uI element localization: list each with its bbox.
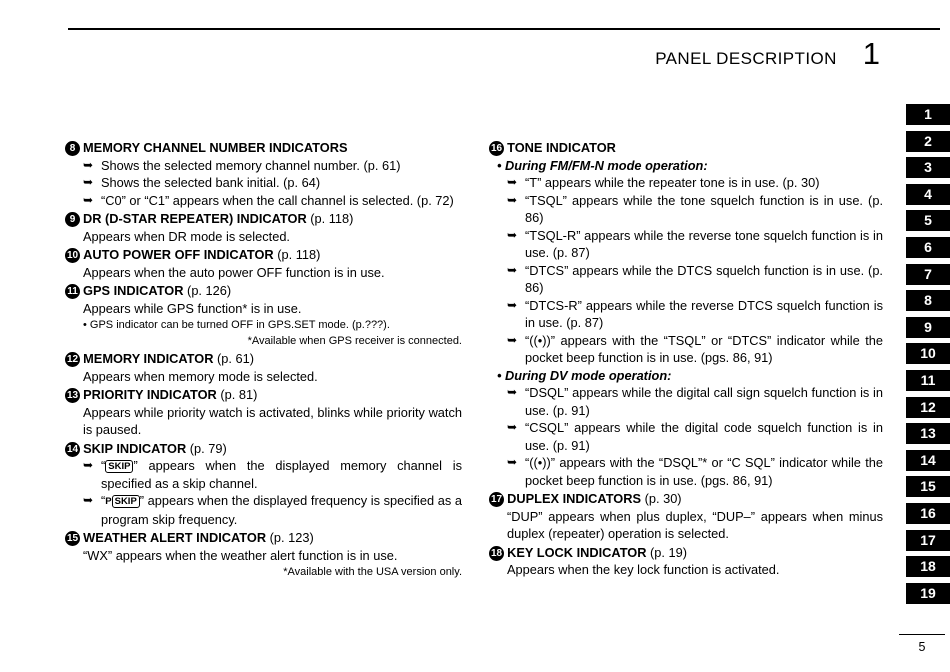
side-tab-2: 2 [906, 131, 950, 152]
section-8 [65, 139, 462, 209]
item-text: “T” appears while the repeater tone is in use. (p. 30) [525, 175, 820, 190]
arrow-icon: ➥ [507, 262, 518, 277]
footnote: *Available when GPS receiver is connected. [247, 335, 462, 347]
page-reference: (p. 79) [186, 440, 227, 456]
arrow-icon: ➥ [507, 385, 518, 399]
arrow-item [83, 174, 462, 192]
item-number-badge: 18 [491, 547, 503, 559]
item-text: “((•))” appears with the “TSQL” or “DTCS” indicator while the pocket beep function is in use. (pgs. 86, 91) [525, 332, 883, 365]
side-tab-7: 7 [906, 264, 950, 285]
page-title: PANEL DESCRIPTION [655, 49, 837, 68]
item-text: “TSQL-R” appears while the reverse tone squelch function is in use. (p. 87) [525, 227, 883, 260]
footnote: *Available with the USA version only. [283, 566, 462, 578]
arrow-icon: ➥ [83, 175, 94, 189]
side-tab-1: 1 [906, 104, 950, 125]
item-text: “CSQL” appears while the digital code squelch function is in use. (p. 91) [525, 420, 883, 453]
side-tab-14: 14 [906, 450, 950, 471]
page-reference: (p. 123) [266, 530, 314, 545]
side-tab-5: 5 [906, 210, 950, 231]
section-heading [65, 246, 462, 264]
item-text: Shows the selected bank initial. (p. 64) [101, 175, 321, 190]
side-tab-11: 11 [906, 370, 950, 391]
section-18 [489, 544, 883, 579]
side-tab-10: 10 [906, 343, 950, 364]
section-10 [65, 246, 462, 281]
arrow-icon: ➥ [507, 297, 518, 312]
body-text: “DUP” appears when plus duplex, “DUP–” appears when minus duplex (repeater) operation is selected. [507, 508, 883, 541]
page-reference: (p. 118) [306, 211, 354, 226]
item-text: “ SKIP ” appears when the displayed memory channel is specified as a skip channel. [101, 458, 462, 491]
page-reference: (p. 61) [213, 351, 255, 366]
section-title: SKIP INDICATOR [83, 440, 187, 456]
arrow-item [507, 384, 883, 419]
section-12 [65, 350, 462, 385]
section-heading [65, 529, 462, 547]
item-number-badge: 11 [65, 284, 80, 299]
item-text: “DTCS-R” appears while the reverse DTCS squelch function is in use. (p. 87) [525, 297, 883, 330]
section-heading [65, 210, 462, 228]
item-text: “DTCS” appears while the DTCS squelch function is in use. (p. 86) [525, 262, 883, 295]
section-13 [65, 386, 462, 439]
section-9 [65, 210, 462, 245]
item-number-badge: 14 [67, 443, 79, 455]
item-text: “TSQL” appears while the tone squelch function is in use. (p. 86) [525, 192, 883, 225]
item-text: “DSQL” appears while the digital call sign squelch function is in use. (p. 91) [525, 385, 883, 418]
section-heading [489, 490, 883, 508]
section-title: MEMORY INDICATOR [83, 351, 214, 366]
item-text: “C0” or “C1” appears when the call channel is selected. (p. 72) [101, 192, 454, 208]
side-tab-4: 4 [906, 184, 950, 205]
chapter-number: 1 [862, 36, 880, 71]
mode-subheading: • During FM/FM-N mode operation: [497, 157, 708, 173]
section-heading [65, 139, 462, 157]
side-tab-15: 15 [906, 476, 950, 497]
arrow-icon: ➥ [507, 175, 518, 189]
section-heading [489, 544, 883, 562]
side-tab-9: 9 [906, 317, 950, 338]
body-text: Appears while priority watch is activated, blinks while priority watch is paused. [83, 404, 462, 437]
side-tab-16: 16 [906, 503, 950, 524]
arrow-item [83, 192, 462, 210]
item-text: Shows the selected memory channel number. (p. 61) [101, 157, 401, 173]
page-reference: (p. 118) [273, 247, 321, 262]
body-text: Appears when memory mode is selected. [83, 368, 318, 384]
body-text: Appears while GPS function* is in use. [83, 300, 302, 316]
body-text: Appears when the key lock function is activated. [507, 562, 780, 577]
mode-subheading: • During DV mode operation: [497, 367, 672, 383]
arrow-icon: ➥ [83, 157, 94, 172]
section-heading [489, 139, 883, 157]
header-rule [68, 28, 940, 30]
arrow-item [507, 419, 883, 454]
arrow-icon: ➥ [83, 458, 94, 472]
arrow-icon: ➥ [507, 420, 518, 434]
section-14 [65, 440, 462, 529]
arrow-item [507, 227, 883, 262]
section-title: TONE INDICATOR [507, 140, 616, 155]
page-footer [899, 634, 945, 654]
side-tab-18: 18 [906, 556, 950, 577]
side-tab-rail [906, 104, 950, 604]
item-number-badge: 16 [491, 143, 503, 154]
skip-badge: SKIP [105, 460, 133, 473]
section-heading [65, 282, 462, 300]
body-text: Appears when DR mode is selected. [83, 228, 290, 244]
section-heading [65, 386, 462, 404]
section-title: KEY LOCK INDICATOR [507, 544, 647, 560]
section-title: MEMORY CHANNEL NUMBER INDICATORS [83, 140, 348, 155]
side-tab-12: 12 [906, 397, 950, 418]
small-note: • GPS indicator can be turned OFF in GPS.SET mode. (p.???). [83, 319, 390, 331]
side-tab-17: 17 [906, 530, 950, 551]
arrow-item [507, 454, 883, 489]
arrow-item [507, 332, 883, 367]
item-number-badge: 8 [65, 141, 80, 156]
item-number-badge: 17 [491, 494, 503, 505]
arrow-item [83, 457, 462, 492]
arrow-icon: ➥ [507, 455, 518, 469]
arrow-item [83, 492, 462, 528]
section-15 [65, 529, 462, 580]
body-text: “WX” appears when the weather alert function is in use. [83, 547, 398, 563]
section-title: AUTO POWER OFF INDICATOR [83, 247, 274, 262]
section-title: DUPLEX INDICATORS [507, 491, 642, 506]
arrow-icon: ➥ [83, 493, 94, 507]
section-heading [65, 440, 462, 458]
item-number-badge: 13 [67, 390, 79, 401]
arrow-item [507, 262, 883, 297]
item-number-badge: 10 [67, 250, 79, 261]
skip-badge: SKIP [112, 495, 140, 508]
arrow-item [507, 174, 883, 192]
side-tab-3: 3 [906, 157, 950, 178]
item-number-badge: 12 [67, 354, 79, 365]
item-text: “((•))” appears with the “DSQL”* or “C SQL” indicator while the pocket beep function is in use. (pgs. 86, 91) [525, 455, 883, 488]
arrow-item [507, 192, 883, 227]
side-tab-13: 13 [906, 423, 950, 444]
page-reference: (p. 126) [183, 283, 232, 298]
item-text: “P SKIP ” appears when the displayed frequency is specified as a program skip frequency. [101, 493, 462, 527]
column-right [489, 139, 883, 580]
arrow-item [83, 157, 462, 175]
arrow-icon: ➥ [507, 332, 518, 347]
page-reference: (p. 30) [641, 491, 682, 506]
section-16 [489, 139, 883, 489]
page-header [655, 36, 880, 72]
arrow-icon: ➥ [507, 227, 518, 242]
page-number: 5 [918, 640, 926, 654]
section-title: WEATHER ALERT INDICATOR [83, 530, 267, 545]
arrow-icon: ➥ [83, 192, 94, 207]
arrow-icon: ➥ [507, 192, 518, 207]
side-tab-6: 6 [906, 237, 950, 258]
section-title: GPS INDICATOR [83, 283, 184, 298]
side-tab-19: 19 [906, 583, 950, 604]
section-title: DR (D-STAR REPEATER) INDICATOR [83, 211, 307, 226]
section-17 [489, 490, 883, 543]
section-title: PRIORITY INDICATOR [83, 387, 217, 402]
item-number-badge: 15 [67, 533, 79, 544]
body-text: Appears when the auto power OFF function is in use. [83, 264, 385, 280]
page-reference: (p. 19) [646, 544, 688, 560]
section-heading [65, 350, 462, 368]
arrow-item [507, 297, 883, 332]
item-number-badge: 9 [65, 212, 80, 227]
side-tab-8: 8 [906, 290, 950, 311]
page-reference: (p. 81) [216, 387, 258, 402]
column-left [65, 139, 462, 581]
section-11 [65, 282, 462, 349]
